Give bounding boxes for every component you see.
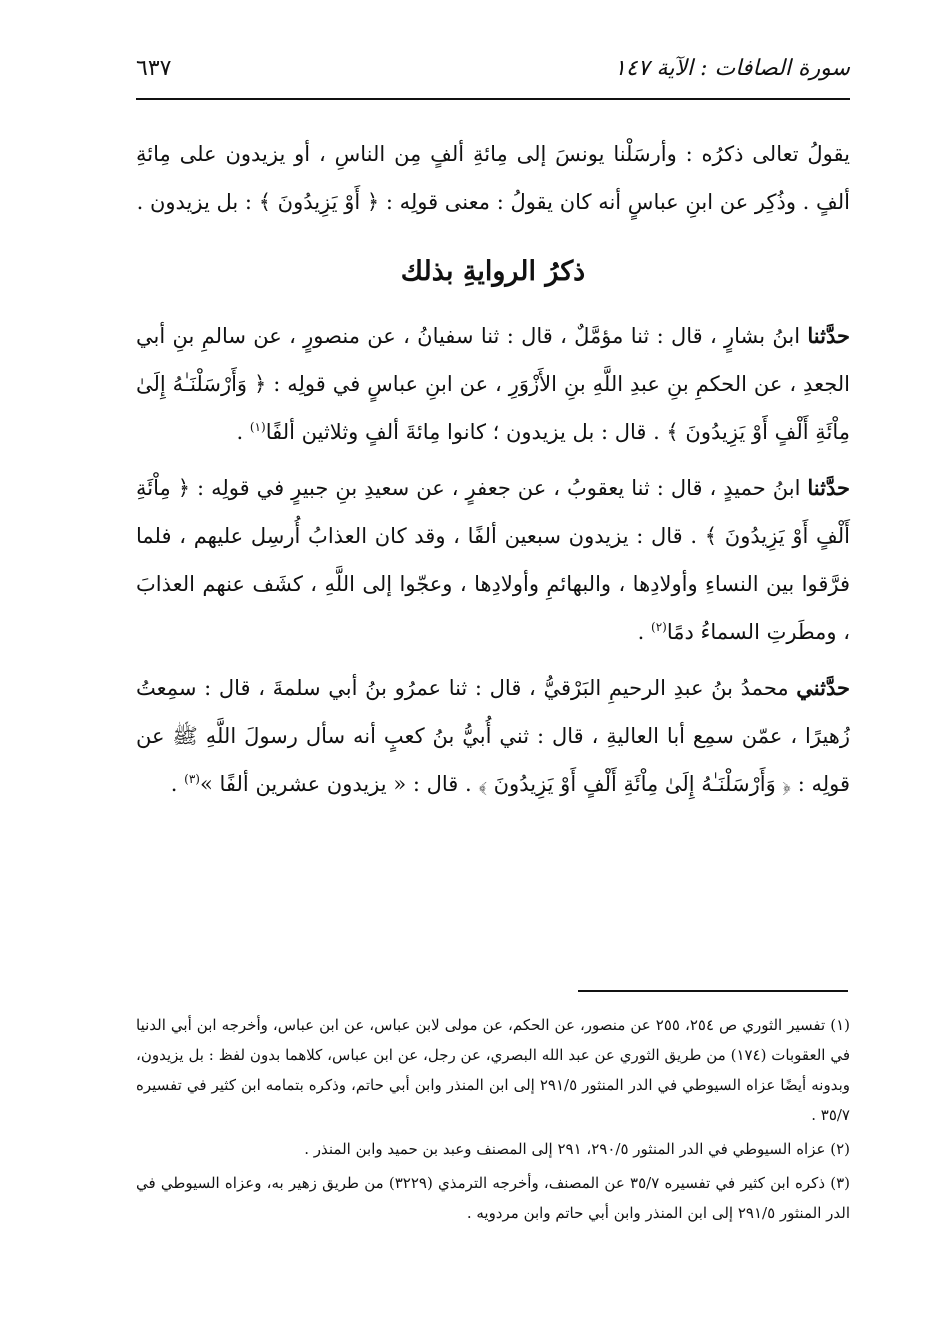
narration-text: ابنُ حميدٍ ، قال : ثنا يعقوبُ ، عن جعفرٍ ، عن سعيدِ بنِ جبيرٍ في قولِه : ﴿ مِاْئَةِ أَلْفٍ أَوْ يَزِيدُونَ ﴾ . قال : يزيدون سبعين ألفًا ، وقد كان العذابُ أُرسِل عليهم ، فلما فرَّقوا بين النساءِ وأولادِها ، والبهائمِ وأولادِها ، وعجّوا إلى اللَّهِ ، كشَف عنهم العذابَ ، ومطَرتِ السماءُ دمًا xyxy=(136,476,850,644)
narration-end: . xyxy=(637,620,652,644)
footnote-1: (١) تفسير الثوري ص ٢٥٤، ٢٥٥ عن منصور، عن الحكم، عن مولى لابن عباس، عن ابن عباس، وأخرجه ابن أبي الدنيا في العقوبات (١٧٤) من طريق الثوري عن عبد الله البصري، عن رجل، عن ابن عباس، كلاهما بدون لفظ : بل يزيدون، وبدونه أيضًا عزاه السيوطي في الدر المنثور ٢٩١/٥ إلى ابن المنذر وابن أبي حاتم، وذكره بتمامه ابن كثير في تفسيره ٣٥/٧ . xyxy=(136,1016,850,1124)
intro-paragraph: يقولُ تعالى ذكرُه : وأرسَلْنا يونسَ إلى مِائةِ ألفٍ مِن الناسِ ، أو يزيدون على مِائةِ ألفٍ . وذُكِر عن ابنِ عباسٍ أنه كان يقولُ : معنى قولِه : ﴿ أَوْ يَزِيدُونَ ﴾ : بل يزيدون . xyxy=(136,142,850,214)
footnotes xyxy=(136,1010,850,1232)
running-title: سورة الصافات : الآية ١٤٧ xyxy=(614,56,850,81)
narration-paragraph-3 xyxy=(136,664,850,808)
narration-text: محمدُ بنُ عبدِ الرحيمِ البَرْقيُّ ، قال : ثنا عمرُو بنُ أبي سلمةَ ، قال : سمِعتُ زُهيرًا ، عمّن سمِع أبا العاليةِ ، قال : ثني أُبيُّ بنُ كعبٍ أنه سأل رسولَ اللَّهِ ﷺ عن قولِه : ﴿ وَأَرْسَلْنَـٰهُ إِلَىٰ مِاْئَةِ أَلْفٍ أَوْ يَزِيدُونَ ﴾ . قال : « يزيدون عشرين ألفًا » xyxy=(136,676,850,796)
narration-lead: حدَّثنا xyxy=(807,475,850,500)
narration-paragraph-1 xyxy=(136,312,850,456)
narration-end: . xyxy=(170,772,185,796)
page-number: ٦٣٧ xyxy=(136,56,172,81)
footnote-ref[interactable]: (١) xyxy=(249,420,266,434)
footnote-ref[interactable]: (٣) xyxy=(184,772,200,786)
footnote-3: (٣) ذكره ابن كثير في تفسيره ٣٥/٧ عن المصنف، وأخرجه الترمذي (٣٢٢٩) من طريق زهير به، وعزاه السيوطي في الدر المنثور ٢٩١/٥ إلى ابن المنذر وابن أبي حاتم وابن مردويه . xyxy=(136,1174,850,1222)
section-heading: ذكرُ الروايةِ بذلك xyxy=(400,256,586,287)
footnote-2: (٢) عزاه السيوطي في الدر المنثور ٢٩٠/٥، ٢٩١ إلى المصنف وعبد بن حميد وابن المنذر . xyxy=(304,1140,850,1158)
main-text xyxy=(136,130,850,816)
footnote-divider xyxy=(578,990,848,992)
narration-lead: حدَّثنا xyxy=(807,323,850,348)
narration-lead: حدَّثني xyxy=(796,675,850,700)
footnote-ref[interactable]: (٢) xyxy=(651,620,667,634)
page-header xyxy=(136,52,850,100)
narration-text: ابنُ بشارٍ ، قال : ثنا مؤمَّلٌ ، قال : ثنا سفيانُ ، عن منصورٍ ، عن سالمِ بنِ أبي الجعدِ ، عن الحكمِ بنِ عبدِ اللَّهِ بنِ الأَزْوَرِ ، عن ابنِ عباسٍ في قولِه : ﴿ وَأَرْسَلْنَـٰهُ إِلَىٰ مِاْئَةِ أَلْفٍ أَوْ يَزِيدُونَ ﴾ . قال : بل يزيدون ؛ كانوا مِائةَ ألفٍ وثلاثين ألفًا xyxy=(136,324,850,444)
narration-end: . xyxy=(236,420,250,444)
narration-paragraph-2 xyxy=(136,464,850,656)
header-rule xyxy=(136,98,850,100)
